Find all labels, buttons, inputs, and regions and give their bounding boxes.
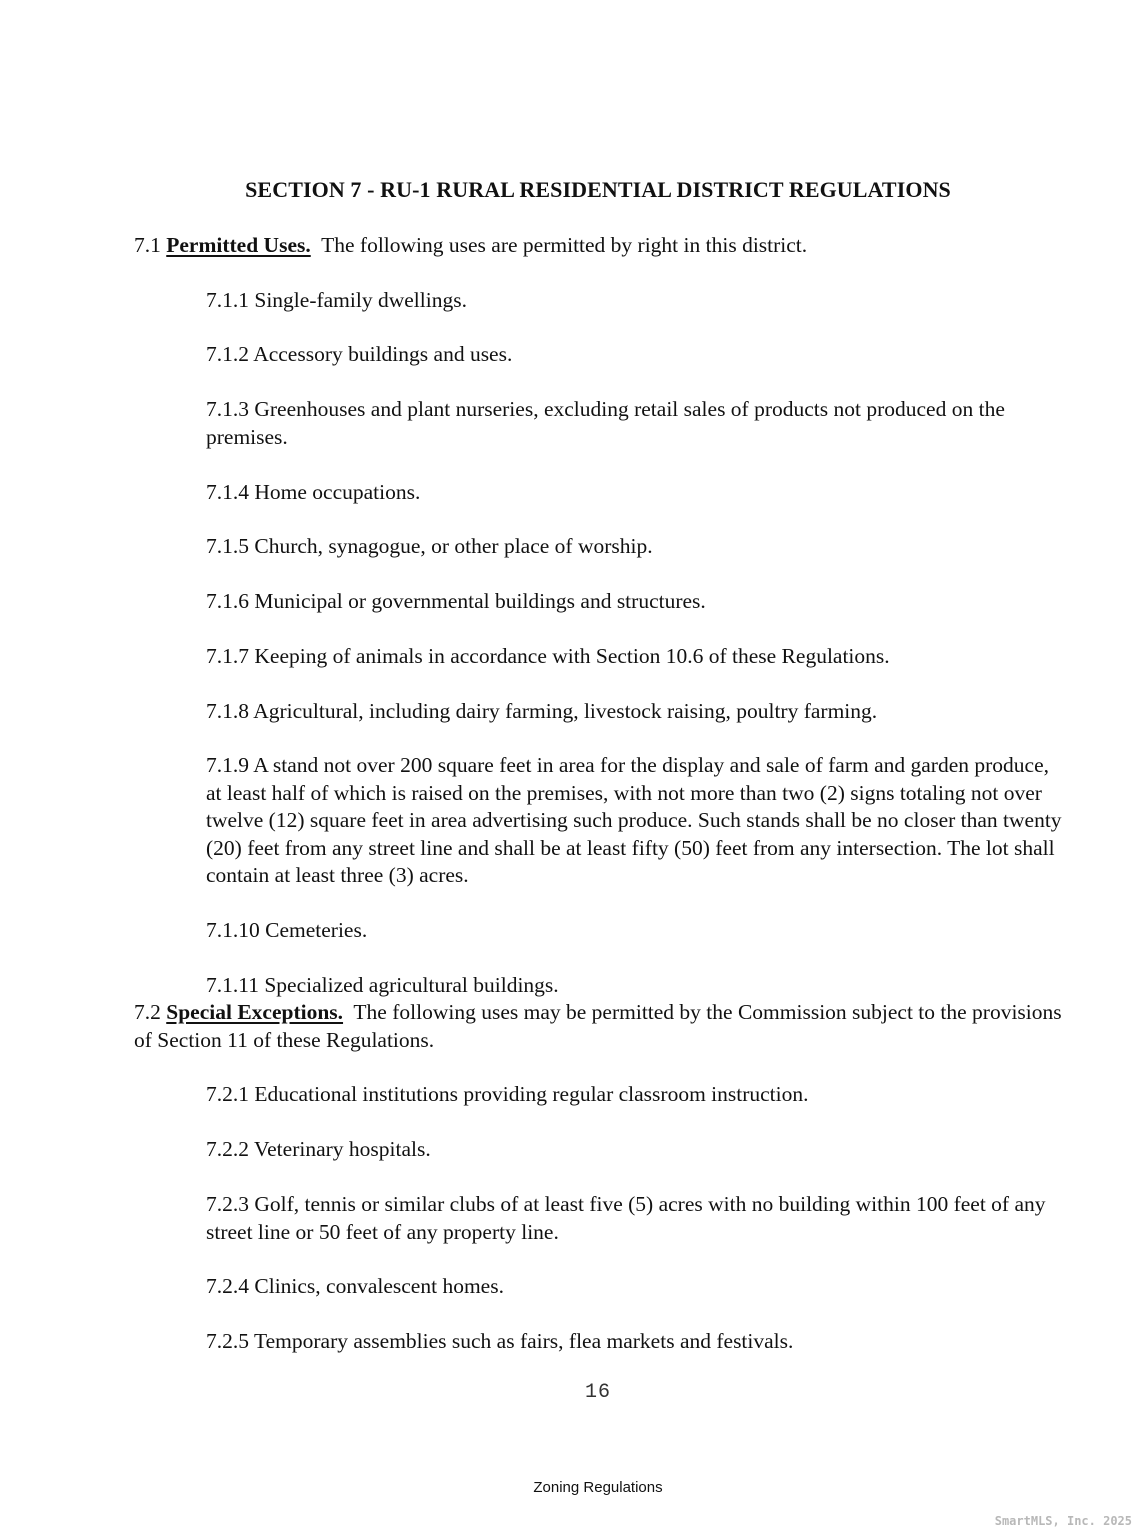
section-7-2-intro-text: The following uses may be permitted by the Commission subject to the provisions of Section 11 of these Regulations.: [134, 1000, 1062, 1052]
list-item-7-2-5: 7.2.5 Temporary assemblies such as fairs, flea markets and festivals.: [206, 1329, 794, 1353]
list-item-7-1-7: 7.1.7 Keeping of animals in accordance with Section 10.6 of these Regulations.: [206, 644, 890, 668]
footer-title: Zoning Regulations: [533, 1479, 663, 1496]
list-item-7-1-8: 7.1.8 Agricultural, including dairy farming, livestock raising, poultry farming.: [206, 699, 878, 723]
list-item-7-2-4: 7.2.4 Clinics, convalescent homes.: [206, 1274, 504, 1298]
list-item-7-1-3: 7.1.3 Greenhouses and plant nurseries, excluding retail sales of products not produced on the premises.: [206, 397, 1005, 449]
section-7-1-intro: [134, 232, 1064, 260]
page-title: SECTION 7 - RU-1 RURAL RESIDENTIAL DISTRICT REGULATIONS: [245, 177, 951, 202]
list-item-7-2-2: 7.2.2 Veterinary hospitals.: [206, 1137, 431, 1161]
list-item-7-1-2: 7.1.2 Accessory buildings and uses.: [206, 342, 513, 366]
section-7-2-number: 7.2: [134, 1000, 161, 1024]
section-7-1-intro-text: The following uses are permitted by right in this district.: [321, 233, 808, 257]
section-7-2-heading: Special Exceptions.: [166, 1000, 344, 1024]
list-item-7-1-5: 7.1.5 Church, synagogue, or other place of worship.: [206, 534, 653, 558]
list-item-7-1-10: 7.1.10 Cemeteries.: [206, 918, 368, 942]
watermark: SmartMLS, Inc. 2025: [994, 1514, 1132, 1528]
page-number: 16: [584, 1381, 611, 1404]
section-7-2-intro: [134, 999, 1064, 1054]
list-item-7-1-4: 7.1.4 Home occupations.: [206, 480, 421, 504]
list-item-7-2-1: 7.2.1 Educational institutions providing regular classroom instruction.: [206, 1082, 809, 1106]
list-item-7-1-9: 7.1.9 A stand not over 200 square feet in area for the display and sale of farm and garden produce, at least half of which is raised on the premises, with not more than two (2) signs totaling not over twelve (12) square feet in area advertising such produce. Such stands shall be no closer than twenty (20) feet from any street line and shall be at least fifty (50) feet from any intersection. The lot shall contain at least three (3) acres.: [206, 753, 1062, 887]
list-item-7-1-6: 7.1.6 Municipal or governmental buildings and structures.: [206, 589, 706, 613]
list-item-7-1-11: 7.1.11 Specialized agricultural buildings.: [206, 973, 559, 997]
list-item-7-1-1: 7.1.1 Single-family dwellings.: [206, 288, 467, 312]
section-7-1-number: 7.1: [134, 233, 161, 257]
section-7-1-heading: Permitted Uses.: [166, 233, 311, 257]
list-item-7-2-3: 7.2.3 Golf, tennis or similar clubs of at least five (5) acres with no building within 100 feet of any street line or 50 feet of any property line.: [206, 1192, 1046, 1244]
